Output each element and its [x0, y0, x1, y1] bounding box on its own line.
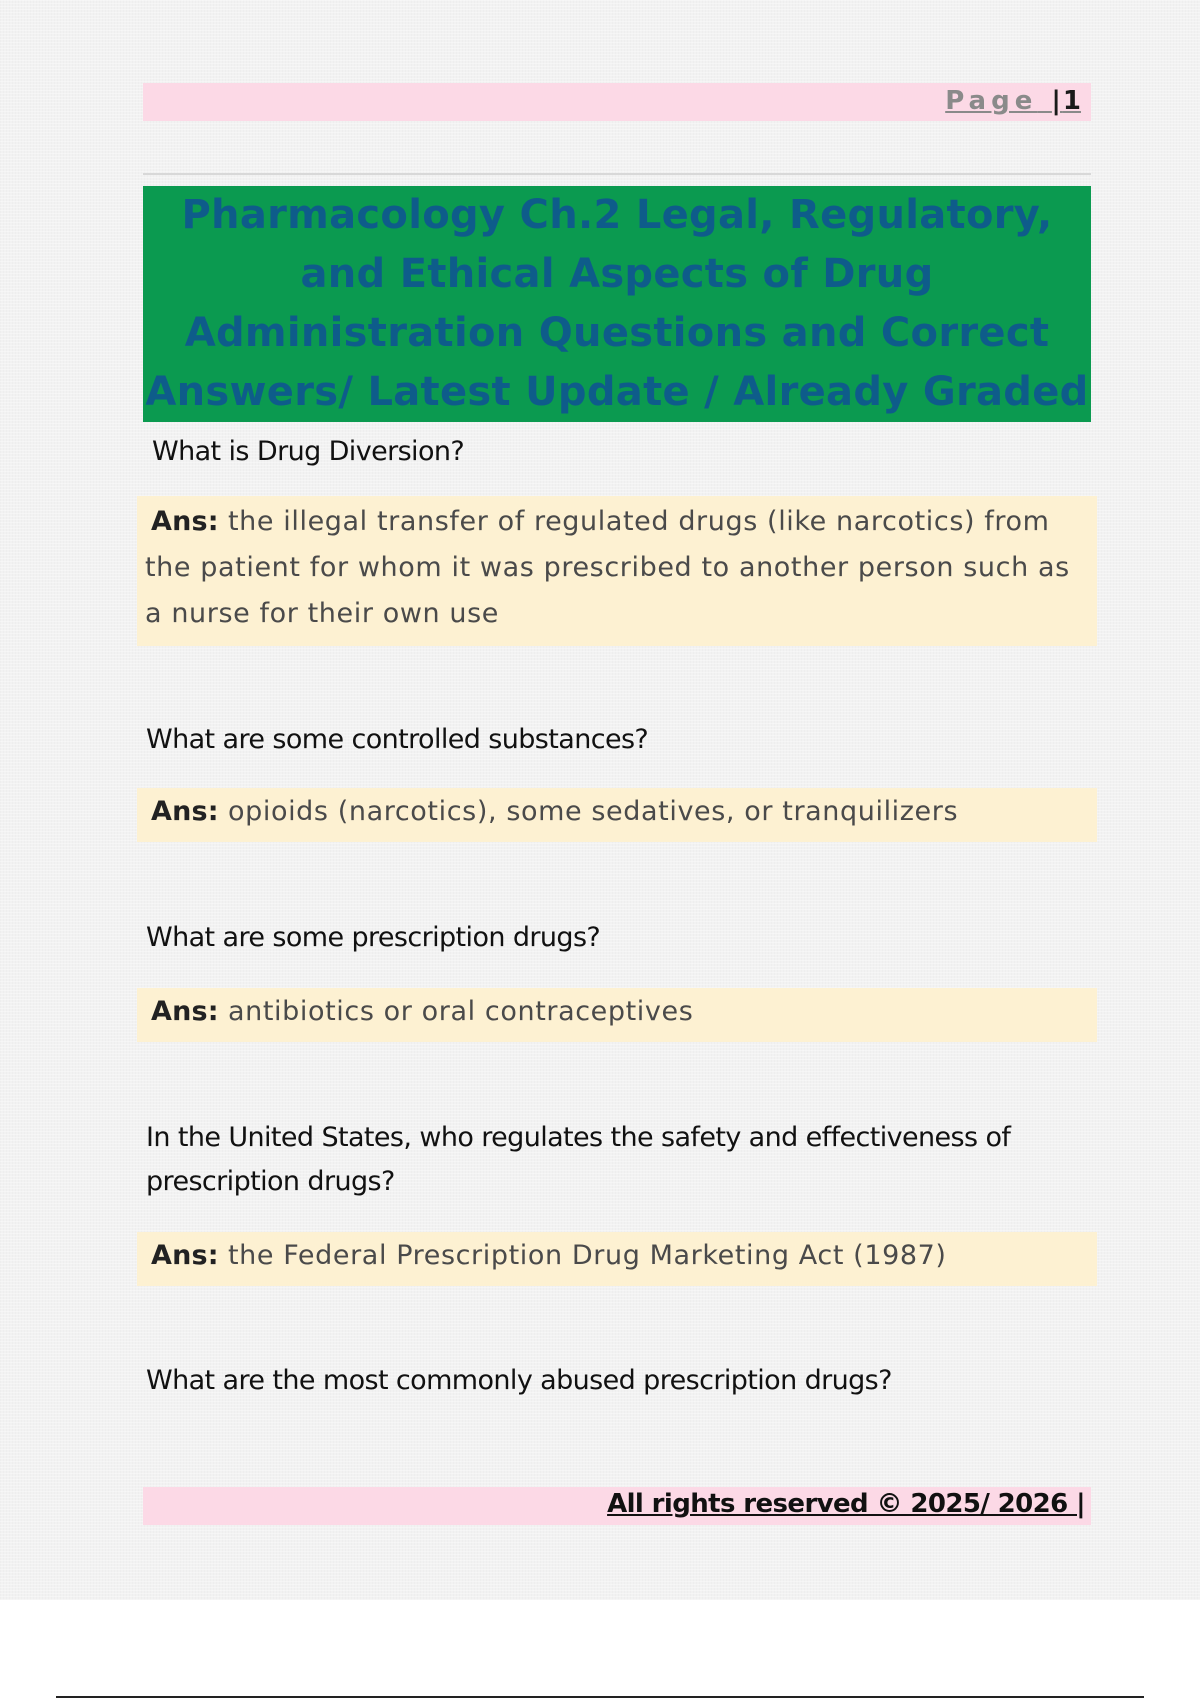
- page-number-value: 1: [1062, 86, 1081, 116]
- answer-text: the illegal transfer of regulated drugs (like narcotics) from the patient for whom it was prescribed to another person such as a nurse for their own use: [145, 506, 1070, 629]
- answer-box: [137, 496, 1097, 646]
- question-text: What is Drug Diversion?: [152, 436, 465, 467]
- answer-box: [137, 988, 1097, 1042]
- copyright-notice: All rights reserved © 2025/ 2026 |: [607, 1489, 1085, 1519]
- answer-box: [137, 788, 1097, 842]
- answer-box: [137, 1232, 1097, 1286]
- answer-label: Ans:: [151, 506, 219, 537]
- title-line: Administration Questions and Correct: [184, 310, 1050, 356]
- title-line: Pharmacology Ch.2 Legal, Regulatory,: [181, 192, 1053, 238]
- answer-label: Ans:: [151, 996, 219, 1027]
- page-separator: |: [1051, 86, 1063, 116]
- page-number: [945, 86, 1081, 116]
- answer-label: Ans:: [151, 796, 219, 827]
- answer-text: the Federal Prescription Drug Marketing Act (1987): [227, 1240, 947, 1271]
- title-line: Answers/ Latest Update / Already Graded: [145, 369, 1089, 415]
- answer-label: Ans:: [151, 1240, 219, 1271]
- page-label: Page: [945, 86, 1038, 116]
- title-banner: [143, 186, 1091, 422]
- document-title: [145, 186, 1088, 422]
- question-text: What are the most commonly abused prescription drugs?: [146, 1365, 892, 1396]
- question-text: What are some prescription drugs?: [146, 922, 601, 953]
- header-divider: [143, 173, 1091, 175]
- question-text: What are some controlled substances?: [146, 724, 649, 755]
- page-footer: [143, 1487, 1091, 1525]
- bottom-divider: [56, 1696, 1144, 1698]
- page-header: [143, 83, 1091, 121]
- title-line: and Ethical Aspects of Drug: [300, 251, 934, 297]
- answer-text: antibiotics or oral contraceptives: [227, 996, 694, 1027]
- answer-text: opioids (narcotics), some sedatives, or tranquilizers: [227, 796, 959, 827]
- question-text: In the United States, who regulates the safety and effectiveness of prescription drugs?: [146, 1122, 1011, 1197]
